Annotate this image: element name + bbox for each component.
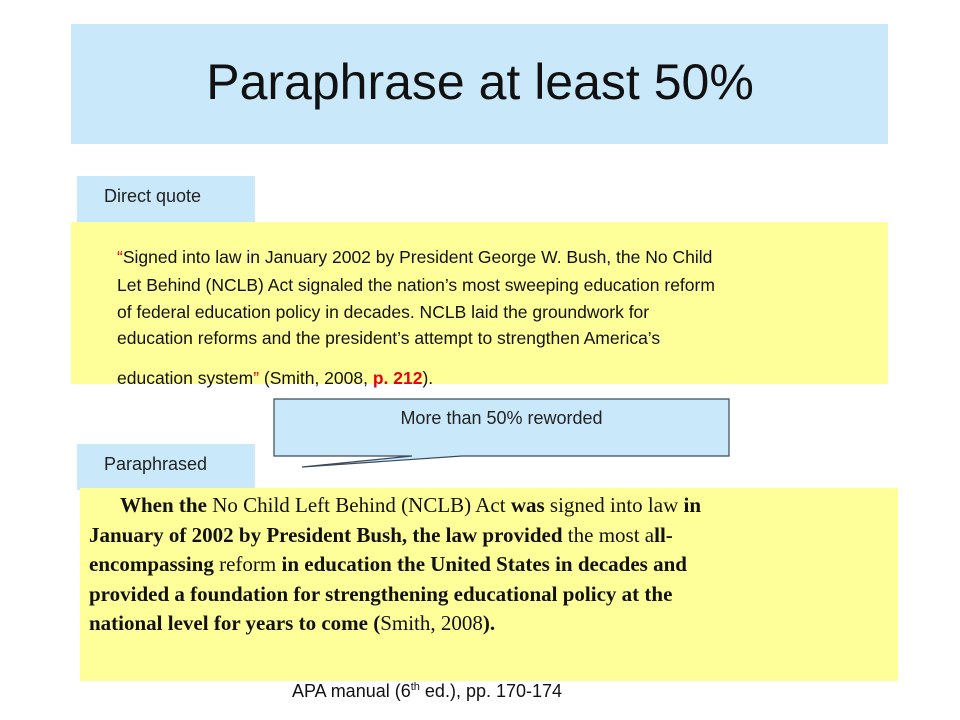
para-segment: January of 2002 by President Bush, the law provided (89, 522, 568, 547)
slide-title: Paraphrase at least 50% (206, 54, 754, 110)
para-segment: No Child Left Behind (NCLB) Act (212, 493, 511, 517)
para-line-5 (89, 609, 879, 639)
paraphrased-label: Paraphrased (77, 444, 255, 490)
quote-line-1-text: Signed into law in January 2002 by President George W. Bush, the No Child (122, 247, 713, 267)
para-line-4: provided a foundation for strengthening educational policy at the (89, 581, 673, 606)
quote-line-4: education reforms and the president’s attempt to strengthen America’s (117, 328, 661, 348)
callout-text: More than 50% reworded (400, 408, 603, 428)
paraphrase-text (89, 491, 879, 639)
para-segment: in (683, 493, 702, 517)
para-segment: national level for years to come ( (89, 611, 381, 635)
quote-line-3: of federal education policy in decades. NCLB laid the groundwork for (117, 302, 650, 322)
para-segment: signed into law (549, 493, 684, 517)
para-line-2 (89, 521, 879, 551)
para-line-1 (89, 491, 879, 521)
para-segment: reform (219, 552, 282, 576)
citation-suffix: ). (422, 368, 434, 388)
page-reference: p. 212 (372, 368, 423, 388)
para-line-3 (89, 550, 879, 580)
direct-quote-label: Direct quote (77, 176, 255, 222)
citation-prefix: (Smith, 2008, (259, 368, 373, 388)
para-segment: ll- (654, 522, 673, 547)
para-segment: in education the United States in decades and (281, 552, 687, 576)
para-segment: Smith, 2008 (380, 611, 483, 635)
close-quote-mark: ” (253, 368, 260, 388)
apa-reference (292, 681, 562, 702)
para-segment: ). (482, 611, 496, 635)
footer-prefix: APA manual (6 (292, 681, 411, 701)
open-quote-mark: “ (117, 247, 123, 267)
para-segment: encompassing (89, 552, 220, 576)
para-segment: When the (120, 493, 213, 517)
footer-suffix: ed.), pp. 170-174 (419, 681, 563, 701)
para-segment: was (510, 493, 550, 517)
quote-line-2: Let Behind (NCLB) Act signaled the nation’s most sweeping education reform (117, 275, 715, 295)
quote-last-text: education system (117, 368, 254, 388)
para-segment: the most a (567, 522, 655, 547)
footer-superscript: th (410, 681, 420, 693)
